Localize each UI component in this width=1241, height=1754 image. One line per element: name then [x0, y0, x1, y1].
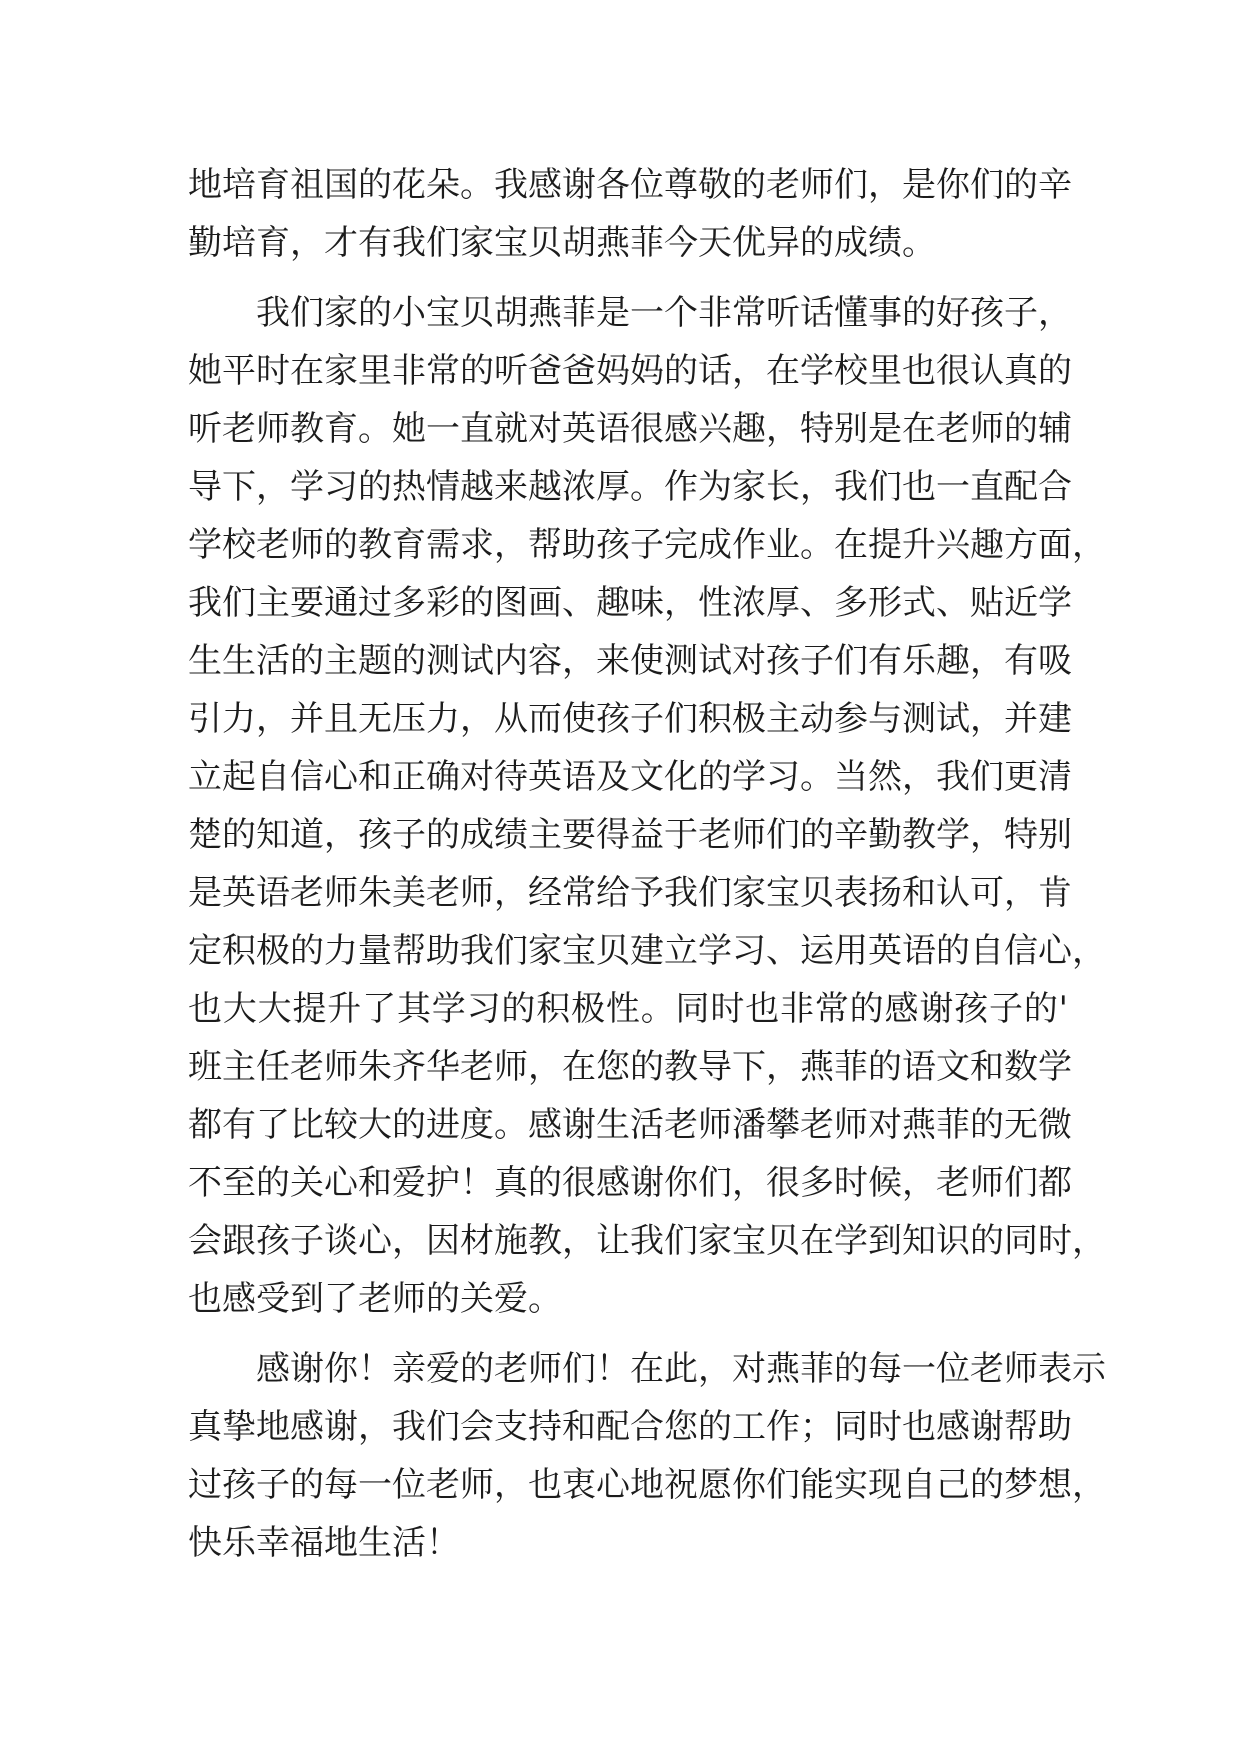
- text-line: 也大大提升了其学习的积极性。同时也非常的感谢孩子的': [188, 989, 1068, 1029]
- text-line: 真挚地感谢，我们会支持和配合您的工作；同时也感谢帮助: [188, 1407, 1072, 1447]
- text-line: 都有了比较大的进度。感谢生活老师潘攀老师对燕菲的无微: [188, 1105, 1072, 1145]
- text-line: 定积极的力量帮助我们家宝贝建立学习、运用英语的自信心，: [188, 931, 1106, 971]
- paragraph-gap: [188, 272, 1068, 284]
- text-line: 楚的知道，孩子的成绩主要得益于老师们的辛勤教学，特别: [188, 815, 1072, 855]
- text-line: 立起自信心和正确对待英语及文化的学习。当然，我们更清: [188, 757, 1072, 797]
- text-line: 我们家的小宝贝胡燕菲是一个非常听话懂事的好孩子，: [256, 293, 1072, 333]
- text-line: 听老师教育。她一直就对英语很感兴趣，特别是在老师的辅: [188, 409, 1072, 449]
- text-line: 生生活的主题的测试内容，来使测试对孩子们有乐趣，有吸: [188, 641, 1072, 681]
- text-line: 班主任老师朱齐华老师，在您的教导下，燕菲的语文和数学: [188, 1047, 1072, 1087]
- text-line: 不至的关心和爱护！真的很感谢你们，很多时候，老师们都: [188, 1163, 1072, 1203]
- paragraph: [188, 1340, 1106, 1572]
- text-line: 导下，学习的热情越来越浓厚。作为家长，我们也一直配合: [188, 467, 1072, 507]
- text-line: 也感受到了老师的关爱。: [188, 1279, 562, 1319]
- text-line: 勤培育，才有我们家宝贝胡燕菲今天优异的成绩。: [188, 223, 936, 263]
- text-line: 引力，并且无压力，从而使孩子们积极主动参与测试，并建: [188, 699, 1072, 739]
- paragraph-gap: [188, 1328, 1068, 1340]
- text-line: 地培育祖国的花朵。我感谢各位尊敬的老师们，是你们的辛: [188, 165, 1072, 205]
- text-line: 感谢你！亲爱的老师们！在此，对燕菲的每一位老师表示: [256, 1349, 1106, 1389]
- paragraph: [188, 284, 1106, 1328]
- text-line: 学校老师的教育需求，帮助孩子完成作业。在提升兴趣方面，: [188, 525, 1106, 565]
- text-line: 快乐幸福地生活！: [188, 1523, 460, 1563]
- text-line: 我们主要通过多彩的图画、趣味，性浓厚、多形式、贴近学: [188, 583, 1072, 623]
- text-line: 是英语老师朱美老师，经常给予我们家宝贝表扬和认可，肯: [188, 873, 1072, 913]
- text-line: 她平时在家里非常的听爸爸妈妈的话，在学校里也很认真的: [188, 351, 1072, 391]
- text-line: 过孩子的每一位老师，也衷心地祝愿你们能实现自己的梦想，: [188, 1465, 1106, 1505]
- document-body: [188, 156, 1106, 1572]
- text-line: 会跟孩子谈心，因材施教，让我们家宝贝在学到知识的同时，: [188, 1221, 1106, 1261]
- paragraph: [188, 156, 1072, 272]
